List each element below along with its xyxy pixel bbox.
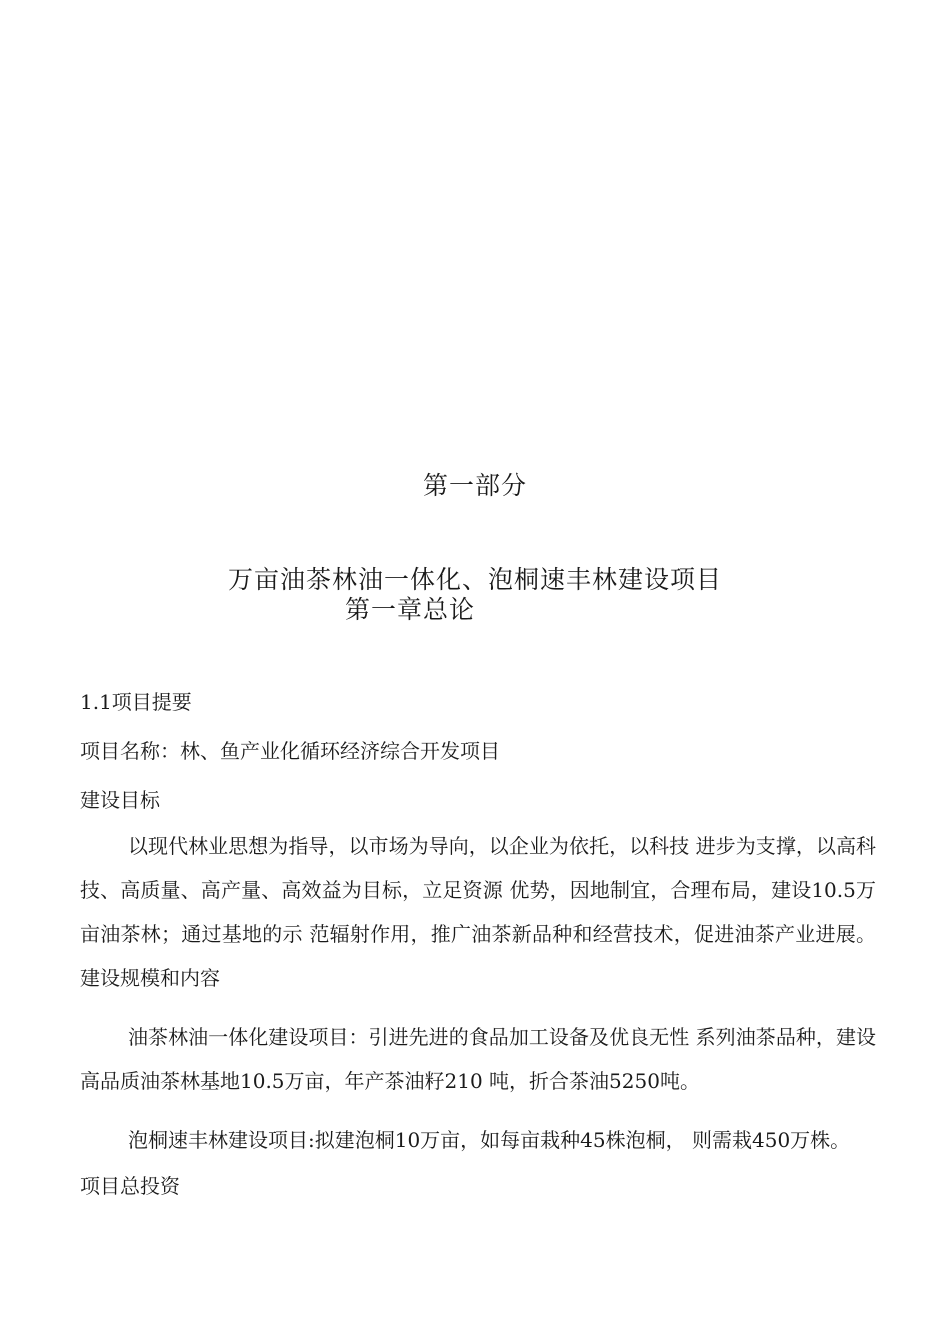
paulownia-project-paragraph: 泡桐速丰林建设项目:拟建泡桐10万亩，如每亩栽种45株泡桐， 则需栽450万株。	[128, 1128, 851, 1152]
goal-heading: 建设目标	[80, 788, 160, 812]
section-heading: 1.1项目提要	[80, 690, 192, 714]
investment-heading: 项目总投资	[80, 1174, 180, 1198]
chapter-title: 第一章总论	[345, 595, 476, 624]
document-body	[80, 686, 876, 1202]
goal-paragraph: 以现代林业思想为指导，以市场为导向，以企业为依托，以科技 进步为支撑，以高科技、高质量、高产量、高效益为目标，立足资源 优势，因地制宜，合理布局，建设10.5万亩油茶林；通过基地的示 范辐射作用，推广油茶新品种和经营技术，促进油茶产业进展。 建设规模和内容	[80, 834, 876, 990]
project-name-line: 项目名称：林、鱼产业化循环经济综合开发项目	[80, 739, 500, 763]
project-title: 万亩油茶林油一体化、泡桐速丰林建设项目	[227, 565, 722, 594]
part-title: 第一部分	[422, 471, 527, 500]
oil-project-paragraph: 油茶林油一体化建设项目：引进先进的食品加工设备及优良无性 系列油茶品种，建设高品质油茶林基地10.5万亩，年产茶油籽210 吨，折合茶油5250吨。	[80, 1025, 876, 1093]
